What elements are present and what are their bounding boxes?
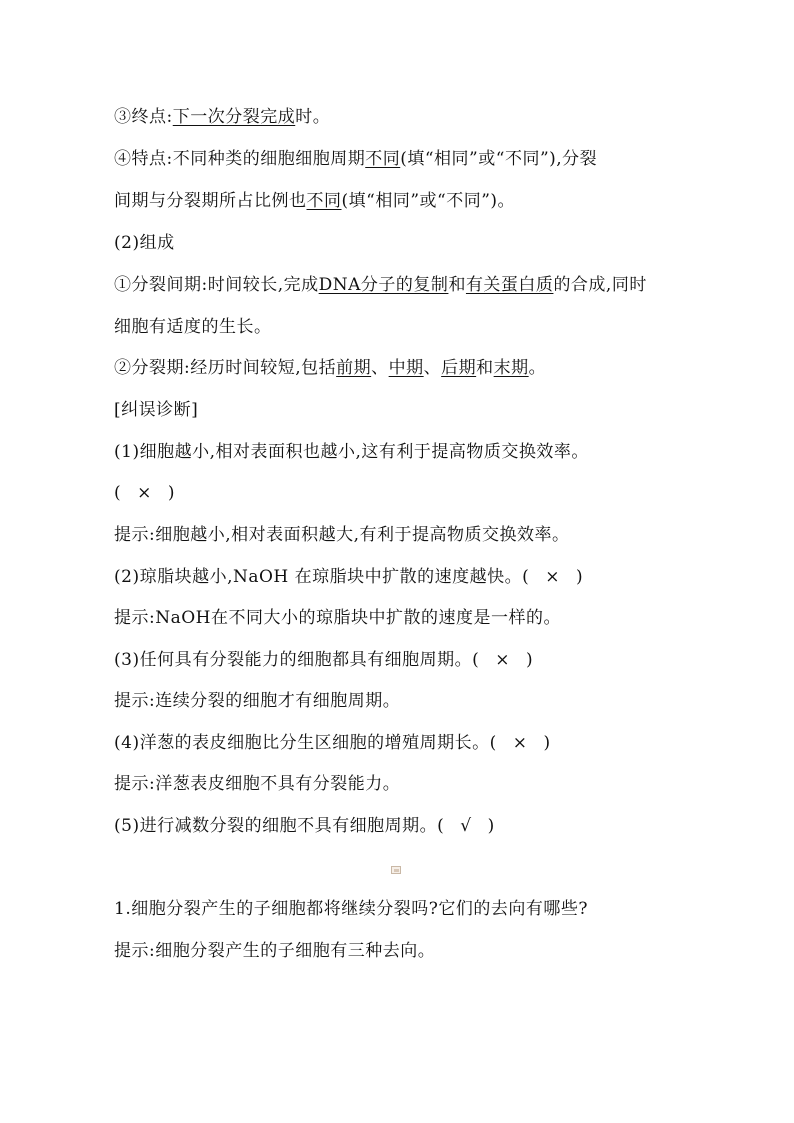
text: (5)进行减数分裂的细胞不具有细胞周期。( (114, 816, 445, 836)
text: ②分裂期:经历时间较短,包括 (114, 358, 337, 378)
hint-1: 提示:细胞越小,相对表面积越大,有利于提高物质交换效率。 (114, 525, 570, 545)
line-end-point (114, 106, 330, 128)
question-2 (114, 566, 583, 588)
wrong-mark: × (512, 733, 528, 753)
question-1-answer (114, 482, 175, 504)
answer-blank: 不同 (306, 191, 342, 211)
answer-blank: 前期 (336, 358, 372, 378)
text: 时。 (295, 107, 331, 127)
separator: 和 (476, 358, 494, 378)
text: (4)洋葱的表皮细胞比分生区细胞的增殖周期长。( (114, 733, 497, 753)
line-mitotic-phase (114, 357, 546, 379)
section-composition: (2)组成 (114, 233, 175, 253)
hint-2: 提示:NaOH在不同大小的琼脂块中扩散的速度是一样的。 (114, 608, 561, 628)
question-5 (114, 815, 495, 837)
hint-4: 提示:洋葱表皮细胞不具有分裂能力。 (114, 774, 401, 794)
wrong-mark: × (545, 567, 561, 587)
line-interphase (114, 274, 647, 296)
answer-blank: 下一次分裂完成 (172, 107, 296, 127)
answer-blank: 有关蛋白质 (465, 275, 554, 295)
question-1: (1)细胞越小,相对表面积也越小,这有利于提高物质交换效率。 (114, 442, 589, 462)
correct-mark: √ (460, 816, 472, 836)
text: (2)琼脂块越小,NaOH 在琼脂块中扩散的速度越快。( (114, 567, 530, 587)
answer-blank: 中期 (388, 358, 424, 378)
text: 和 (448, 275, 466, 295)
paren: ) (487, 816, 495, 836)
text: ①分裂间期:时间较长,完成 (114, 275, 319, 295)
answer-blank: 后期 (441, 358, 477, 378)
paren: ) (167, 483, 176, 503)
inquiry-question-1: 1.细胞分裂产生的子细胞都将继续分裂吗?它们的去向有哪些? (114, 899, 588, 919)
question-4 (114, 732, 551, 754)
inquiry-hint-1: 提示:细胞分裂产生的子细胞有三种去向。 (114, 941, 436, 961)
separator: 、 (423, 358, 442, 378)
line-interphase-cont: 细胞有适度的生长。 (114, 317, 272, 337)
wrong-mark: × (137, 483, 152, 503)
text: (填“相同”或“不同”),分裂 (400, 149, 598, 169)
answer-blank: 不同 (365, 149, 401, 169)
paren: ) (543, 733, 551, 753)
wrong-mark: × (495, 650, 510, 670)
text: ④特点:不同种类的细胞细胞周期 (114, 149, 366, 169)
paren: ) (525, 650, 534, 670)
label: ③终点: (114, 107, 173, 127)
answer-blank: 末期 (493, 358, 529, 378)
text: 间期与分裂期所占比例也 (114, 191, 307, 211)
text: (3)任何具有分裂能力的细胞都具有细胞周期。( (114, 650, 480, 670)
text: (填“相同”或“不同”)。 (341, 191, 516, 211)
text: 的合成,同时 (553, 275, 647, 295)
line-feature-cont (114, 190, 515, 212)
question-3 (114, 649, 533, 671)
paren: ) (576, 567, 584, 587)
hint-3: 提示:连续分裂的细胞才有细胞周期。 (114, 691, 401, 711)
paren: ( (114, 483, 122, 503)
text: 。 (528, 358, 547, 378)
section-error-diagnosis: [纠误诊断] (114, 400, 199, 420)
line-feature (114, 148, 597, 170)
answer-blank: DNA分子的复制 (318, 275, 449, 295)
image-placeholder-icon (391, 866, 401, 874)
separator: 、 (371, 358, 389, 378)
